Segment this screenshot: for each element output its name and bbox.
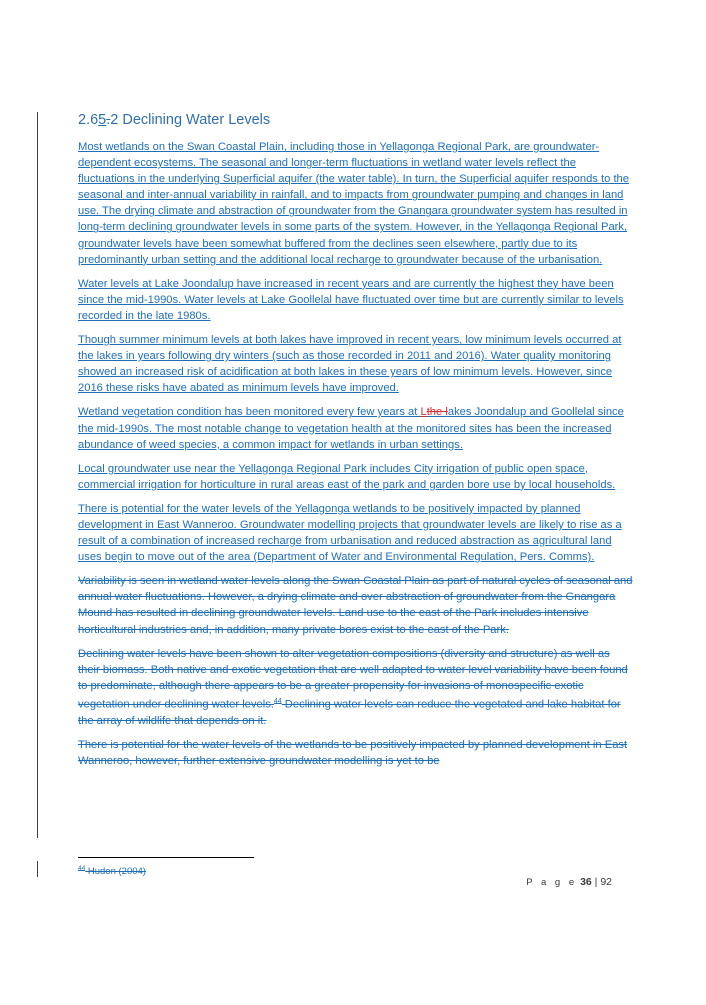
paragraph-vegetation: [78, 404, 634, 452]
change-bar: [37, 112, 38, 838]
change-bar-footnote: [37, 861, 38, 877]
paragraph-lake-levels: Water levels at Lake Joondalup have increased in recent years and are currently the highest they have been since the mid-1990s. Water levels at Lake Goollelal have fluctuated over time but are currently similar to levels recorded in the late 1980s.: [78, 277, 624, 322]
current-page: 36: [580, 876, 592, 888]
paragraph-east-wanneroo: There is potential for the water levels of the Yellagonga wetlands to be positively impacted by planned development in East Wanneroo. Groundwater modelling projects that groundwater levels are likely to rise as a result of a combination of increased recharge from urbanisation and reduced abstraction as agricultural land uses begin to move out of the area (Department of Water and Environmental Regulation, Pers. Comms).: [78, 502, 622, 564]
paragraph-groundwater-use: Local groundwater use near the Yellagonga Regional Park includes City irrigation of public open space, commercial irrigation for horticulture in rural areas east of the park and garden bore use by local households.: [78, 462, 616, 491]
heading-inserted: 5: [98, 112, 107, 128]
veg-text-b: akes Joondalup and Goollelal since the mid-1990s. The most notable change to vegetation health at the monitored sites has been the increased abundance of weed species, a common impact for wetlands in urban settings.: [78, 406, 624, 451]
total-pages: 92: [600, 876, 612, 888]
deleted-veg-a: Declining water levels have been shown to alter vegetation compositions (diversity and structure) as well as their biomass. Both native and exotic vegetation that are well adapted to water level variability have been found to predominate, although there appears to be a greater propensity for invasions of monospecific exotic vegetation under declining water levels.: [78, 647, 628, 711]
deleted-veg-b: Declining water levels can reduce the vegetated and lake habitat for the array of wildlife that depends on it.: [78, 698, 621, 727]
deleted-paragraph-variability: Variability is seen in wetland water levels along the Swan Coastal Plain as part of natural cycles of seasonal and annual water fluctuations. However, a drying climate and over abstraction of groundwater from the Gnangara Mound has resulted in declining groundwater levels. Land use to the east of the Park includes intensive horticultural industries and, in addition, many private bores exist to the east of the Park.: [78, 575, 633, 636]
page-label: P a g e: [526, 877, 578, 888]
deleted-paragraph-potential: There is potential for the water levels of the wetlands to be positively impacted by planned development in East Wanneroo, however, further extensive groundwater modelling is yet to be: [78, 738, 628, 767]
veg-deleted: the l: [426, 406, 448, 419]
heading-number: 2.6: [78, 112, 99, 128]
section-heading: [78, 112, 270, 128]
page-number: [526, 876, 612, 888]
paragraph-minimum-levels: Though summer minimum levels at both lakes have improved in recent years, low minimum levels occurred at the lakes in years following dry winters (such as those recorded in 2011 and 2016). Water quality monitoring showed an increased risk of acidification at both lakes in these years of low minimum levels. However, since 2016 these risks have abated as minimum levels have improved.: [78, 334, 622, 395]
deleted-paragraph-vegetation: [78, 646, 634, 729]
footnote-ref: 44: [273, 697, 282, 705]
veg-inserted: L: [420, 406, 427, 419]
footnote-text: Hudon (2004): [85, 866, 146, 878]
footnote: [78, 865, 146, 877]
cut-paragraph-wrapper: [78, 737, 634, 767]
heading-deleted: .: [106, 112, 111, 128]
footnote-separator: [78, 857, 254, 858]
paragraph-groundwater: Most wetlands on the Swan Coastal Plain, including those in Yellagonga Regional Park, are groundwater-dependent ecosystems. The seasonal and longer-term fluctuations in wetland water levels reflect the fluctuations in the underlying Superficial aquifer (the water table). In turn, the Superficial aquifer responds to the seasonal and inter-annual variability in rainfall, and to impacts from groundwater pumping and changes in land use. The drying climate and abstraction of groundwater from the Gnangara groundwater system has resulted in long-term declining groundwater levels in some parts of the system. However, in the Yellagonga Regional Park, groundwater levels have been somewhat buffered from the declines seen elsewhere, partly due to its predominantly urban setting and the additional local recharge to groundwater because of the urbanisation.: [78, 141, 629, 266]
footnote-number: 44: [78, 865, 86, 872]
veg-text-a: Wetland vegetation condition has been monitored every few years at: [78, 406, 421, 419]
heading-text: 2 Declining Water Levels: [110, 112, 271, 128]
document-body: [78, 139, 634, 767]
page-separator: |: [591, 876, 601, 888]
